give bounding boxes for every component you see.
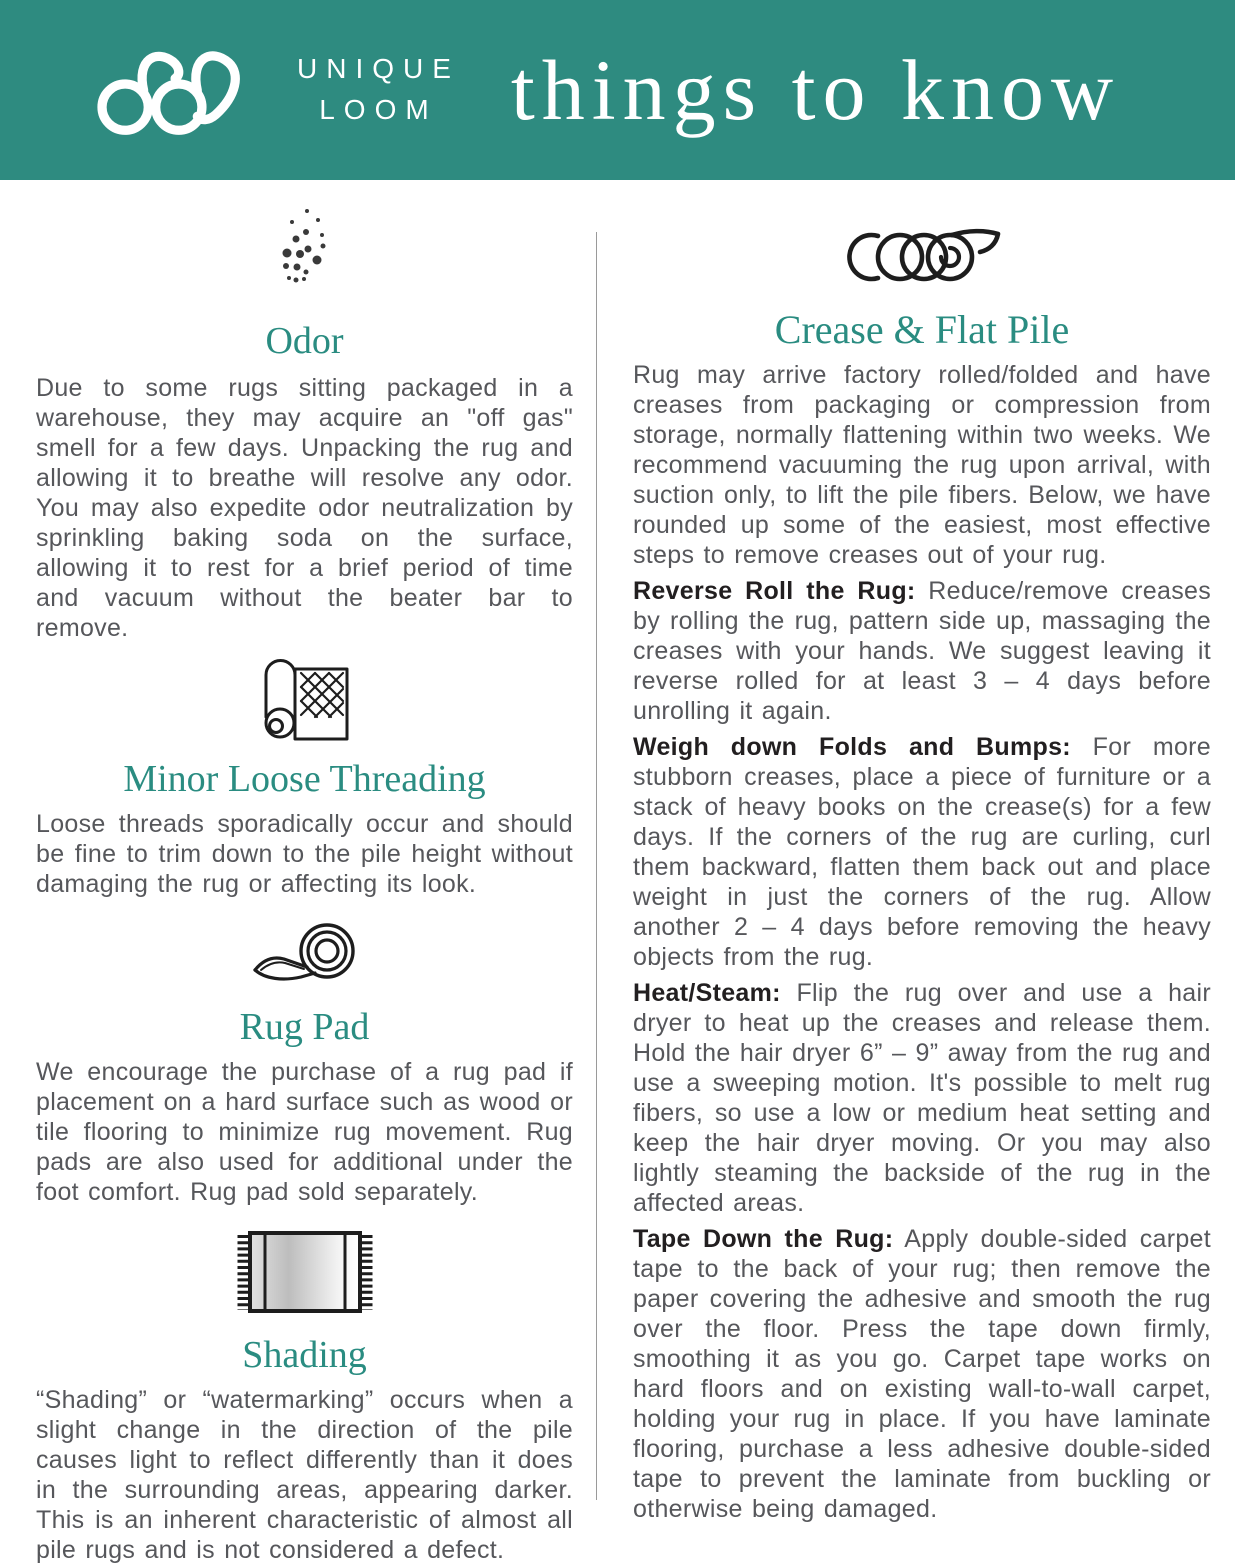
section-heading-shading: Shading <box>242 1334 367 1376</box>
brand-name-line2: LOOM <box>319 94 438 125</box>
tip-label-weigh-down: Weigh down Folds and Bumps: <box>633 733 1071 761</box>
page-title: things to know <box>510 42 1121 138</box>
tip-text-reverse-roll: Reduce/remove creases by rolling the rug, pattern side up, massaging the creases with your hands. We suggest leaving it reverse rolled for at least 3 – 4 days before unrolling it again. <box>633 577 1211 725</box>
brand-logo <box>90 43 460 138</box>
section-heading-rugpad: Rug Pad <box>239 1006 370 1048</box>
tip-heat-steam <box>633 978 1211 1218</box>
tip-weigh-down <box>633 732 1211 972</box>
rolled-rug-weave-icon <box>255 655 355 743</box>
tip-tape-down <box>633 1224 1211 1524</box>
section-heading-threading: Minor Loose Threading <box>123 758 486 800</box>
rolled-rug-spiral-icon <box>838 226 1006 286</box>
left-column <box>36 180 573 1565</box>
section-odor <box>36 206 573 643</box>
section-heading-crease: Crease & Flat Pile <box>774 307 1070 352</box>
section-intro-crease: Rug may arrive factory rolled/folded and have creases from packaging or compression from storage, normally flattening within two weeks. We recommend vacuuming the rug upon arrival, with suction only, to lift the pile fibers. Below, we have rounded up some of the easiest, most effective steps to remove creases out of your rug. <box>633 361 1211 569</box>
odor-particles-icon <box>274 206 336 301</box>
unique-loom-logo-icon <box>90 43 275 138</box>
right-column <box>633 180 1211 1524</box>
section-rug-pad <box>36 919 573 1207</box>
section-body-rugpad: We encourage the purchase of a rug pad if placement on a hard surface such as wood or tile flooring to minimize rug movement. Rug pads are also used for additional under the foot comfort. Rug pad sold separately. <box>36 1058 573 1206</box>
section-heading-odor: Odor <box>265 320 344 362</box>
brand-name-line1: UNIQUE <box>297 53 460 85</box>
rug-pad-roll-icon <box>249 919 361 987</box>
content <box>0 180 1235 1565</box>
section-shading <box>36 1227 573 1565</box>
section-body-threading: Loose threads sporadically occur and should be fine to trim down to the pile height without damaging the rug or affecting its look. <box>36 810 573 898</box>
tip-label-reverse-roll: Reverse Roll the Rug: <box>633 577 916 605</box>
tip-label-heat-steam: Heat/Steam: <box>633 979 781 1007</box>
column-divider <box>596 232 597 1500</box>
tip-text-heat-steam: Flip the rug over and use a hair dryer to heat up the creases and release them. Hold the hair dryer 6” – 9” away from the rug and use a sweeping motion. It's possible to melt rug fibers, so use a low or medium heat setting and keep the hair dryer moving. Or you may also lightly steaming the backside of the rug in the affected areas. <box>633 979 1211 1217</box>
section-minor-loose-threading <box>36 655 573 899</box>
tip-label-tape-down: Tape Down the Rug: <box>633 1225 894 1253</box>
tip-text-weigh-down: For more stubborn creases, place a piece of furniture or a stack of heavy books on the crease(s) for a few days. If the corners of the rug are curling, curl them backward, flatten them back out and place weight in just the corners of the rug. Allow another 2 – 4 days before removing the heavy objects from the rug. <box>633 733 1211 971</box>
section-body-odor: Due to some rugs sitting packaged in a warehouse, they may acquire an "off gas" smell for a few days. Unpacking the rug and allowing it to breathe will resolve any odor. You may also expedite odor neutralization by sprinkling baking soda on the surface, allowing it to rest for a brief period of time and vacuum without the beater bar to remove. <box>36 374 573 642</box>
header-banner <box>0 0 1235 180</box>
section-body-shading: “Shading” or “watermarking” occurs when a slight change in the direction of the pile causes light to reflect differently than it does in the surrounding areas, appearing darker. This is an inherent characteristic of almost all pile rugs and is not considered a defect. <box>36 1386 573 1564</box>
shaded-rug-fringe-icon <box>235 1227 375 1317</box>
tip-text-tape-down: Apply double-sided carpet tape to the back of your rug; then remove the paper covering the adhesive and smooth the rug over the floor. Press the tape down firmly, smoothing it as you go. Carpet tape works on hard floors and on existing wall-to-wall carpet, holding your rug in place. If you have laminate flooring, purchase a less adhesive double-sided tape to prevent the laminate from buckling or otherwise being damaged. <box>633 1225 1211 1523</box>
tip-reverse-roll <box>633 576 1211 726</box>
section-crease-flat-pile <box>633 226 1211 1524</box>
